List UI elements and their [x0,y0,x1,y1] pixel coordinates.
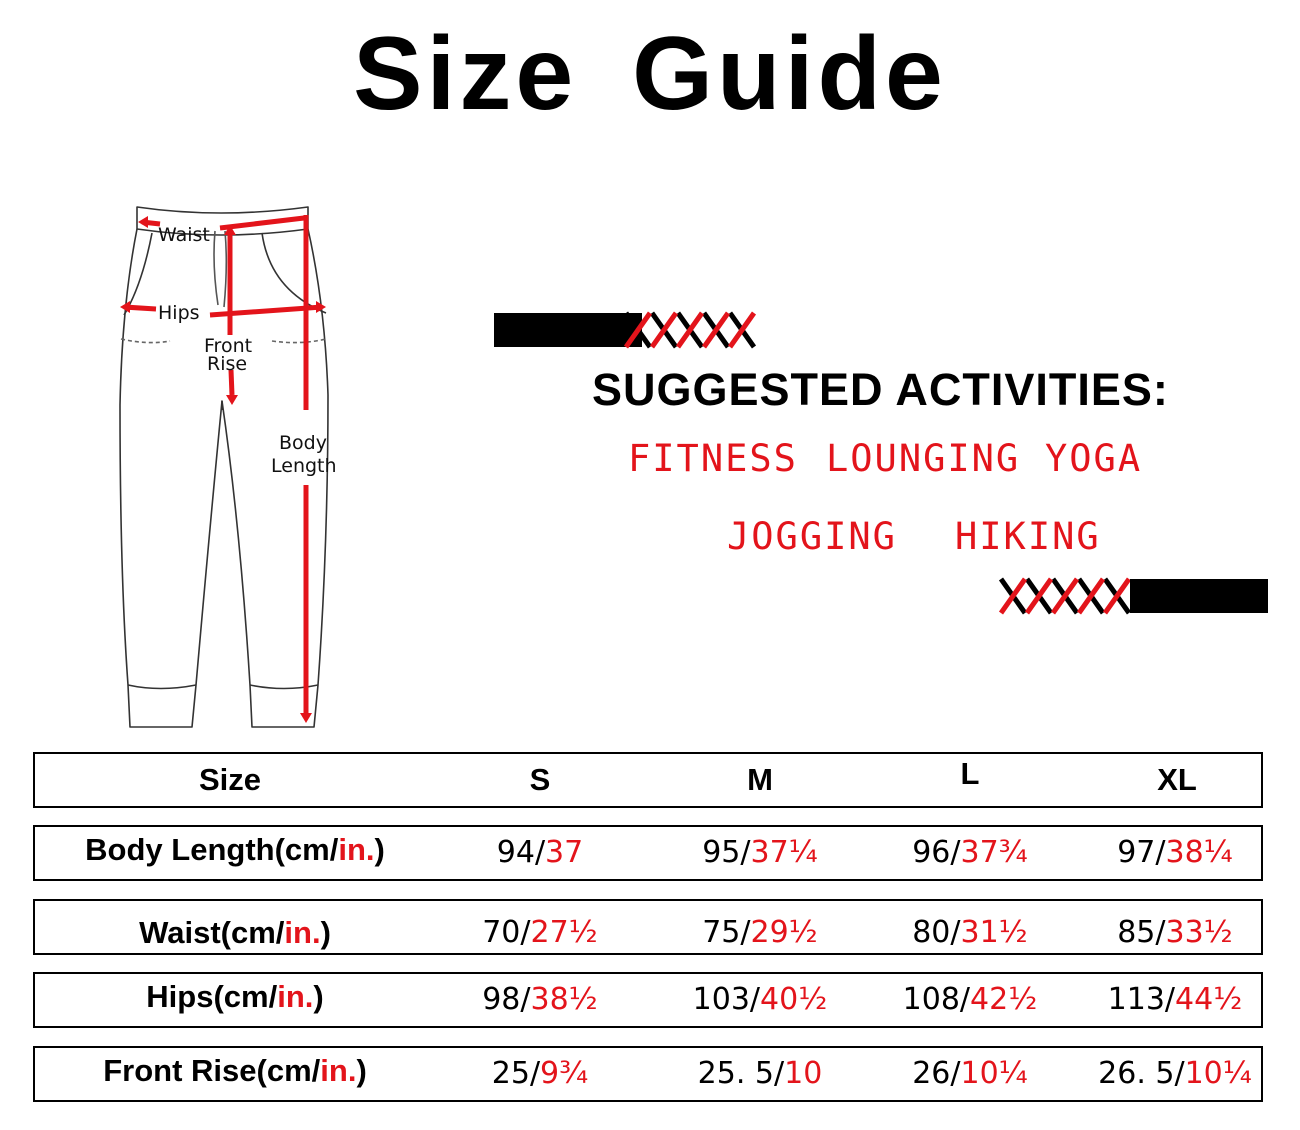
cell-hips-s: 98/ 38½ [482,982,598,1017]
ankle-cuffs [128,685,318,689]
pants-measurement-diagram [100,195,360,740]
front-rise-label-line2: Rise [207,353,248,375]
cell-waist-s: 70/ 27½ [482,915,598,950]
header-size: Size [198,761,262,797]
cell-waist-xl: 85/ 33½ [1117,915,1233,950]
body-length-label-line2: Length [271,455,337,477]
cell-body-length-s: 94/ 37 [496,835,584,870]
header-s: S [529,761,551,797]
row-label-waist: Waist(cm/ in. ) [139,914,331,950]
activity-hiking: HIKING [955,515,1101,558]
cell-hips-m: 103/ 40½ [692,982,828,1017]
decorative-x-pattern-top [624,311,764,349]
cell-hips-xl: 113/ 44½ [1107,982,1243,1017]
cell-front-rise-l: 26/ 10¼ [912,1056,1028,1091]
decorative-bar-bottom [1130,579,1268,613]
activities-heading: SUGGESTED ACTIVITIES: [592,364,1169,415]
decorative-bar-top [494,313,642,347]
decorative-x-pattern-bottom [999,577,1139,615]
hips-label: Hips [158,302,200,324]
row-label-body-length: Body Length(cm/ in. ) [85,831,385,867]
header-xl: XL [1157,761,1197,797]
cell-front-rise-xl: 26. 5/ 10¼ [1098,1056,1252,1091]
row-label-front-rise: Front Rise(cm/ in. ) [103,1052,367,1088]
drawstrings [214,231,226,307]
table-row-body-length [33,825,1263,881]
cell-body-length-m: 95/ 37¼ [702,835,818,870]
front-rise-label-line1: Front [204,335,253,357]
cell-body-length-xl: 97/ 38¼ [1117,835,1233,870]
cell-waist-l: 80/ 31½ [912,915,1028,950]
activity-jogging: JOGGING [727,515,897,558]
cell-waist-m: 75/ 29½ [702,915,818,950]
activity-lounging: LOUNGING [826,437,1021,480]
page-title: Size Guide [353,16,947,132]
table-header-row [33,752,1263,808]
table-row-front-rise [33,1046,1263,1102]
row-label-hips: Hips(cm/ in. ) [146,978,324,1014]
table-row-waist [33,899,1263,955]
header-m: M [747,761,773,797]
cell-body-length-l: 96/ 37¾ [912,835,1028,870]
cell-front-rise-m: 25. 5/ 10 [697,1056,823,1091]
body-length-label-line1: Body [279,432,327,454]
activity-fitness: FITNESS [628,437,798,480]
waist-label: Waist [158,224,210,246]
table-row-hips [33,972,1263,1028]
cell-hips-l: 108/ 42½ [902,982,1038,1017]
header-l: L [960,755,980,791]
cell-front-rise-s: 25/ 9¾ [491,1056,589,1091]
activity-yoga: YOGA [1045,437,1143,480]
